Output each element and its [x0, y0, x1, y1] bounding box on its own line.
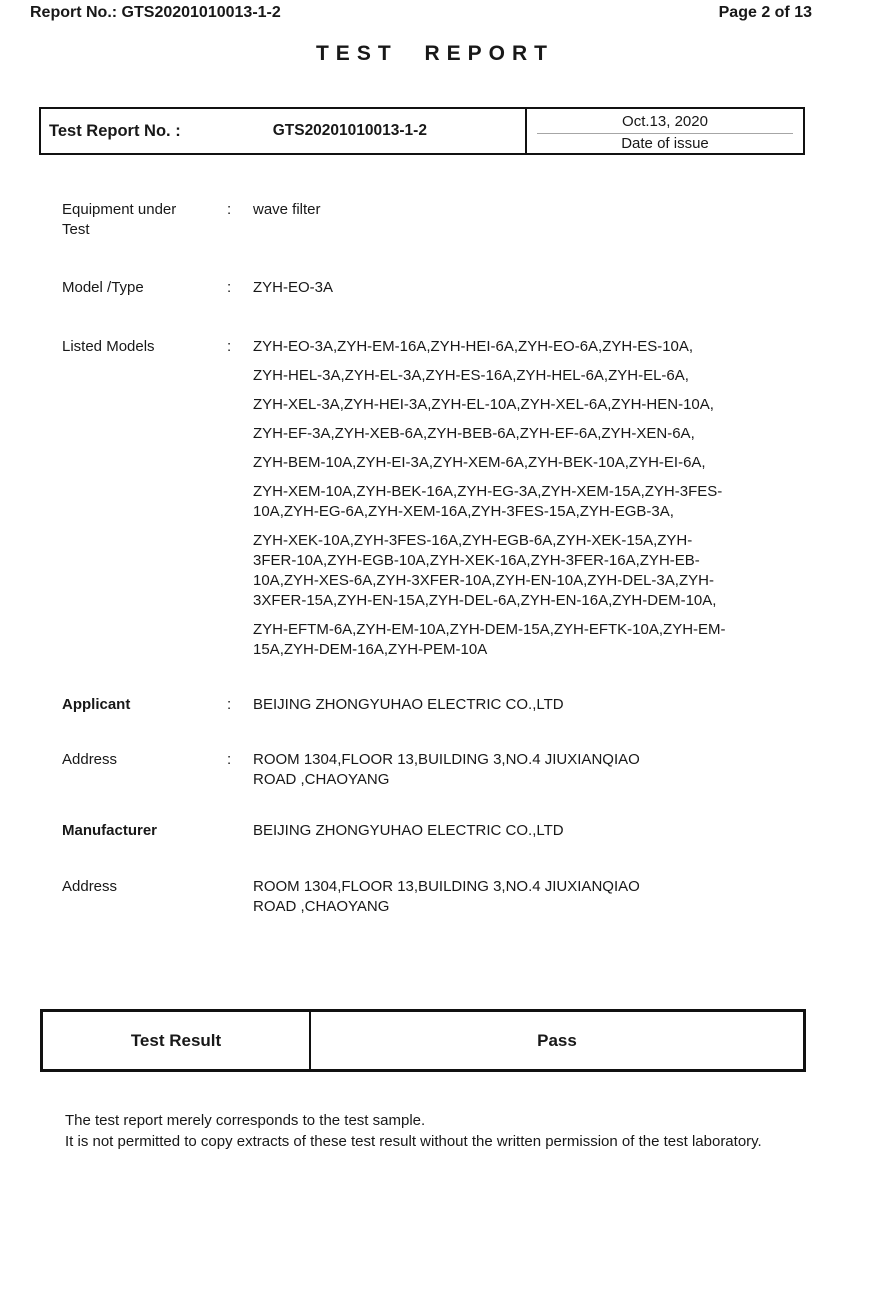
- models-group: ZYH-EO-3A,ZYH-EM-16A,ZYH-HEI-6A,ZYH-EO-6A,ZYH-ES-10A,: [253, 338, 694, 355]
- field-listed-models-label: Listed Models: [62, 338, 155, 355]
- models-group: ZYH-EF-3A,ZYH-XEB-6A,ZYH-BEB-6A,ZYH-EF-6A,ZYH-XEN-6A,: [253, 425, 695, 442]
- models-group: ZYH-XEK-10A,ZYH-3FES-16A,ZYH-EGB-6A,ZYH-XEK-15A,ZYH- 3FER-10A,ZYH-EGB-10A,ZYH-XEK-16A,ZYH-3FER-16A,ZYH-EB- 10A,ZYH-XES-6A,ZYH-3XFER-10A,ZYH-EN-10A,ZYH-DEL-3A,ZYH- 3XFER-15A,ZYH-EN-15A,ZYH-DEL-6A,ZYH-EN-16A,ZYH-DEM-10A,: [253, 532, 717, 609]
- field-equipment-colon: :: [227, 201, 232, 218]
- field-applicant-colon: :: [227, 696, 232, 713]
- field-applicant-value: BEIJING ZHONGYUHAO ELECTRIC CO.,LTD: [253, 696, 564, 713]
- disclaimer: [65, 1110, 833, 1152]
- models-group: ZYH-EFTM-6A,ZYH-EM-10A,ZYH-DEM-15A,ZYH-EFTK-10A,ZYH-EM- 15A,ZYH-DEM-16A,ZYH-PEM-10A: [253, 621, 726, 658]
- field-listed-models-value: [253, 337, 808, 660]
- header-page-number: Page 2 of 13: [718, 4, 812, 21]
- field-manufacturer-label: Manufacturer: [62, 822, 158, 839]
- field-model: [62, 278, 808, 298]
- disclaimer-line2: It is not permitted to copy extracts of these test result without the written permission of the test laboratory.: [65, 1133, 762, 1150]
- date-of-issue-cell: [527, 109, 803, 153]
- report-number-value: GTS20201010013-1-2: [272, 122, 427, 139]
- disclaimer-line1: The test report merely corresponds to the test sample.: [65, 1112, 426, 1129]
- models-group: ZYH-BEM-10A,ZYH-EI-3A,ZYH-XEM-6A,ZYH-BEK-10A,ZYH-EI-6A,: [253, 454, 706, 471]
- field-listed-models-colon: :: [227, 338, 232, 355]
- field-model-colon: :: [227, 279, 232, 296]
- field-manufacturer-value: BEIJING ZHONGYUHAO ELECTRIC CO.,LTD: [253, 822, 564, 839]
- running-header: [30, 3, 812, 23]
- field-equipment: [62, 200, 808, 240]
- field-model-label: Model /Type: [62, 279, 144, 296]
- issue-date-caption: Date of issue: [621, 135, 709, 153]
- field-applicant-address-label: Address: [62, 751, 118, 768]
- header-report-no: Report No.: GTS20201010013-1-2: [30, 4, 281, 21]
- field-applicant-address-value: ROOM 1304,FLOOR 13,BUILDING 3,NO.4 JIUXIANQIAO ROAD ,CHAOYANG: [253, 751, 640, 788]
- field-manufacturer-address-value: ROOM 1304,FLOOR 13,BUILDING 3,NO.4 JIUXIANQIAO ROAD ,CHAOYANG: [253, 878, 640, 915]
- issue-date-value: Oct.13, 2020: [537, 109, 793, 134]
- field-manufacturer-address: [62, 877, 808, 917]
- models-group: ZYH-HEL-3A,ZYH-EL-3A,ZYH-ES-16A,ZYH-HEL-6A,ZYH-EL-6A,: [253, 367, 689, 384]
- field-listed-models: [62, 337, 808, 660]
- field-applicant-label: Applicant: [62, 696, 131, 713]
- test-result-value: Pass: [537, 1030, 577, 1050]
- models-group: ZYH-XEM-10A,ZYH-BEK-16A,ZYH-EG-3A,ZYH-XEM-15A,ZYH-3FES- 10A,ZYH-EG-6A,ZYH-XEM-16A,ZYH-3FES-15A,ZYH-EGB-3A,: [253, 483, 723, 520]
- report-number-table: [39, 107, 805, 155]
- field-equipment-label: Equipment under Test: [62, 201, 177, 238]
- field-applicant: [62, 695, 808, 715]
- models-group: ZYH-XEL-3A,ZYH-HEI-3A,ZYH-EL-10A,ZYH-XEL-6A,ZYH-HEN-10A,: [253, 396, 714, 413]
- test-result-table: [40, 1009, 806, 1072]
- report-number-cell: [41, 109, 527, 153]
- field-applicant-address-colon: :: [227, 751, 232, 768]
- test-result-label: Test Result: [43, 1012, 311, 1069]
- field-model-value: ZYH-EO-3A: [253, 279, 334, 296]
- field-applicant-address: [62, 750, 808, 790]
- page-title: TEST REPORT: [315, 42, 554, 65]
- field-equipment-value: wave filter: [253, 201, 321, 218]
- report-number-label: Test Report No. :: [49, 121, 181, 140]
- field-manufacturer: [62, 821, 808, 841]
- field-manufacturer-address-label: Address: [62, 878, 118, 895]
